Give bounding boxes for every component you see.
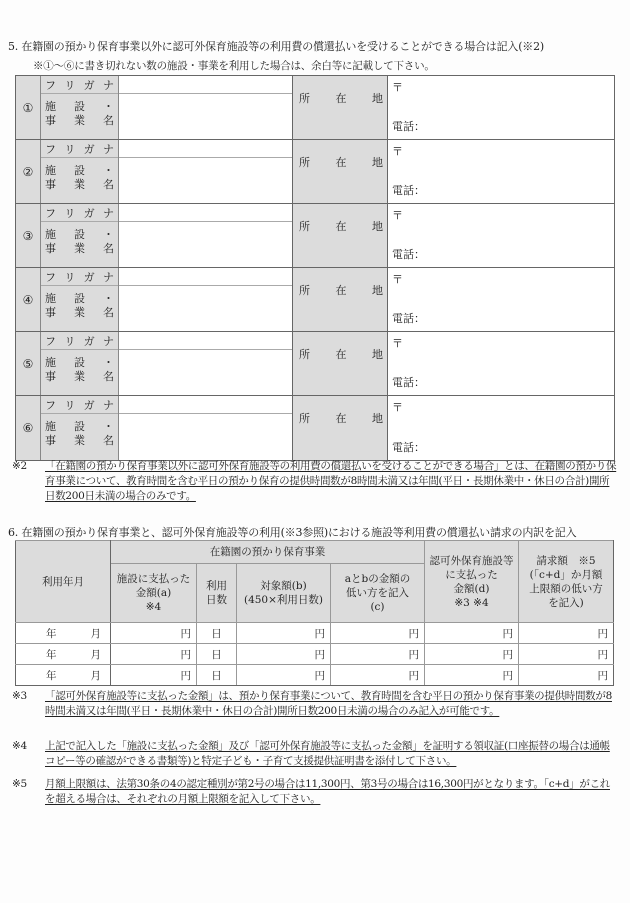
furigana-label: フ リ ガ ナ bbox=[41, 332, 118, 350]
phone-label: 電話： bbox=[392, 120, 425, 133]
row-number: ③ bbox=[16, 204, 41, 267]
postal-mark: 〒 bbox=[392, 401, 403, 414]
furigana-input[interactable] bbox=[119, 140, 292, 158]
facility-name-input-area bbox=[119, 268, 293, 331]
note-2 bbox=[12, 459, 617, 504]
facility-name-label: 施 設 ・ 事 業 名 bbox=[45, 356, 114, 383]
facility-table bbox=[15, 75, 615, 461]
facility-name-label: 施 設 ・ 事 業 名 bbox=[45, 228, 114, 255]
postal-mark: 〒 bbox=[392, 209, 403, 222]
month-input[interactable]: 年 月 bbox=[16, 623, 111, 644]
paid-a-input[interactable]: 円 bbox=[111, 644, 197, 665]
section6-title: 6. 在籍園の預かり保育事業と、認可外保育施設等の利用(※3参照)における施設等利用費の償還払い請求の内訳を記入 bbox=[8, 526, 577, 539]
days-input[interactable]: 日 bbox=[197, 644, 237, 665]
facility-row bbox=[16, 396, 614, 460]
facility-row bbox=[16, 204, 614, 268]
note-5-mark: ※5 bbox=[12, 778, 27, 790]
address-input[interactable] bbox=[388, 204, 614, 267]
section5-subnote: ※①～⑥に書き切れない数の施設・事業を利用した場合は、余白等に記載して下さい。 bbox=[33, 60, 435, 72]
phone-label: 電話： bbox=[392, 248, 425, 261]
facility-name-label: 施 設 ・ 事 業 名 bbox=[45, 292, 114, 319]
month-input[interactable]: 年 月 bbox=[16, 644, 111, 665]
header-month: 利用年月 bbox=[16, 541, 111, 623]
note-5 bbox=[12, 777, 617, 807]
facility-name-input[interactable] bbox=[119, 414, 292, 458]
facility-label-cell bbox=[41, 268, 119, 331]
address-label: 所 在 地 bbox=[293, 268, 388, 331]
facility-row bbox=[16, 76, 614, 140]
note-2-mark: ※2 bbox=[12, 460, 27, 472]
paid-a-input[interactable]: 円 bbox=[111, 665, 197, 686]
note-4 bbox=[12, 739, 617, 769]
facility-label-cell bbox=[41, 204, 119, 267]
address-input[interactable] bbox=[388, 332, 614, 395]
facility-name-input[interactable] bbox=[119, 222, 292, 266]
row-number: ① bbox=[16, 76, 41, 139]
facility-name-label: 施 設 ・ 事 業 名 bbox=[45, 100, 114, 127]
address-input[interactable] bbox=[388, 140, 614, 203]
target-b-input[interactable]: 円 bbox=[237, 644, 331, 665]
header-paid-a: 施設に支払った 金額(a) ※4 bbox=[111, 564, 197, 623]
facility-name-input[interactable] bbox=[119, 94, 292, 138]
phone-label: 電話： bbox=[392, 184, 425, 197]
phone-label: 電話： bbox=[392, 441, 425, 454]
lower-c-input[interactable]: 円 bbox=[331, 644, 425, 665]
furigana-input[interactable] bbox=[119, 268, 292, 286]
furigana-label: フ リ ガ ナ bbox=[41, 204, 118, 222]
header-group-kindergarten: 在籍園の預かり保育事業 bbox=[111, 541, 425, 564]
facility-name-label: 施 設 ・ 事 業 名 bbox=[45, 420, 114, 447]
address-label: 所 在 地 bbox=[293, 140, 388, 203]
target-b-input[interactable]: 円 bbox=[237, 623, 331, 644]
table-row bbox=[16, 623, 614, 644]
row-number: ② bbox=[16, 140, 41, 203]
month-input[interactable]: 年 月 bbox=[16, 665, 111, 686]
facility-row bbox=[16, 332, 614, 396]
lower-c-input[interactable]: 円 bbox=[331, 665, 425, 686]
furigana-label: フ リ ガ ナ bbox=[41, 268, 118, 286]
address-label: 所 在 地 bbox=[293, 76, 388, 139]
note-3-mark: ※3 bbox=[12, 690, 27, 702]
facility-name-input[interactable] bbox=[119, 158, 292, 202]
row-number: ⑤ bbox=[16, 332, 41, 395]
claim-input[interactable]: 円 bbox=[519, 644, 614, 665]
facility-name-input-area bbox=[119, 76, 293, 139]
facility-label-cell bbox=[41, 140, 119, 203]
paid-d-input[interactable]: 円 bbox=[425, 665, 519, 686]
note-3 bbox=[12, 689, 617, 719]
note-5-text: 月額上限額は、法第30条の4の認定種別が第2号の場合は11,300円、第3号の場合は16,300円がとなります。「c+d」がこれを超える場合は、それぞれの月額上限額を記入して下さい。 bbox=[45, 778, 610, 805]
postal-mark: 〒 bbox=[392, 273, 403, 286]
paid-d-input[interactable]: 円 bbox=[425, 644, 519, 665]
furigana-input[interactable] bbox=[119, 332, 292, 350]
lower-c-input[interactable]: 円 bbox=[331, 623, 425, 644]
furigana-input[interactable] bbox=[119, 396, 292, 414]
phone-label: 電話： bbox=[392, 376, 425, 389]
facility-name-input-area bbox=[119, 332, 293, 395]
target-b-input[interactable]: 円 bbox=[237, 665, 331, 686]
postal-mark: 〒 bbox=[392, 81, 403, 94]
furigana-input[interactable] bbox=[119, 76, 292, 94]
table-row bbox=[16, 644, 614, 665]
header-lower-c: aとbの金額の 低い方を記入 (c) bbox=[331, 564, 425, 623]
row-number: ④ bbox=[16, 268, 41, 331]
paid-a-input[interactable]: 円 bbox=[111, 623, 197, 644]
header-paid-d: 認可外保育施設等 に支払った 金額(d) ※3 ※4 bbox=[425, 541, 519, 623]
header-days: 利用 日数 bbox=[197, 564, 237, 623]
days-input[interactable]: 日 bbox=[197, 665, 237, 686]
facility-name-input[interactable] bbox=[119, 286, 292, 330]
furigana-label: フ リ ガ ナ bbox=[41, 140, 118, 158]
phone-label: 電話： bbox=[392, 312, 425, 325]
furigana-input[interactable] bbox=[119, 204, 292, 222]
furigana-label: フ リ ガ ナ bbox=[41, 76, 118, 94]
note-4-mark: ※4 bbox=[12, 740, 27, 752]
facility-row bbox=[16, 268, 614, 332]
facility-label-cell bbox=[41, 332, 119, 395]
facility-name-input-area bbox=[119, 140, 293, 203]
facility-name-label: 施 設 ・ 事 業 名 bbox=[45, 164, 114, 191]
postal-mark: 〒 bbox=[392, 337, 403, 350]
facility-name-input-area bbox=[119, 204, 293, 267]
address-label: 所 在 地 bbox=[293, 204, 388, 267]
table-row bbox=[16, 665, 614, 686]
paid-d-input[interactable]: 円 bbox=[425, 623, 519, 644]
address-input[interactable] bbox=[388, 268, 614, 331]
address-input[interactable] bbox=[388, 76, 614, 139]
address-input[interactable] bbox=[388, 396, 614, 460]
facility-name-input-area bbox=[119, 396, 293, 460]
note-2-text: 「在籍園の預かり保育事業以外に認可外保育施設等の利用費の償還払いを受けることができる場合」とは、在籍園の預かり保育事業について、教育時間を含む平日の預かり保育の提供時間数が8時間未満又は年間(平日・長期休業中・休日の合計)開所日数200日未満の場合のみです。 bbox=[45, 460, 617, 502]
claim-input[interactable]: 円 bbox=[519, 623, 614, 644]
address-label: 所 在 地 bbox=[293, 332, 388, 395]
row-number: ⑥ bbox=[16, 396, 41, 460]
days-input[interactable]: 日 bbox=[197, 623, 237, 644]
facility-row bbox=[16, 140, 614, 204]
claim-input[interactable]: 円 bbox=[519, 665, 614, 686]
furigana-label: フ リ ガ ナ bbox=[41, 396, 118, 414]
note-3-text: 「認可外保育施設等に支払った金額」は、預かり保育事業について、教育時間を含む平日の預かり保育事業の提供時間数が8時間未満又は年間(平日・長期休業中・休日の合計)開所日数200日未満の場合のみ記入が可能です。 bbox=[45, 690, 612, 717]
note-4-text: 上記で記入した「施設に支払った金額」及び「認可外保育施設等に支払った金額」を証明する領収証(口座振替の場合は通帳コピー等の確認ができる書類等)と特定子ども・子育て支援提供証明書を添付して下さい。 bbox=[45, 740, 610, 767]
facility-label-cell bbox=[41, 76, 119, 139]
postal-mark: 〒 bbox=[392, 145, 403, 158]
facility-name-input[interactable] bbox=[119, 350, 292, 394]
claim-breakdown-table bbox=[15, 540, 614, 686]
facility-label-cell bbox=[41, 396, 119, 460]
address-label: 所 在 地 bbox=[293, 396, 388, 460]
section5-title: 5. 在籍園の預かり保育事業以外に認可外保育施設等の利用費の償還払いを受けることができる場合は記入(※2) bbox=[8, 40, 544, 53]
header-claim: 請求額 ※5 (「c+d」か月額 上限額の低い方 を記入) bbox=[519, 541, 614, 623]
header-target-b: 対象額(b) (450×利用日数) bbox=[237, 564, 331, 623]
